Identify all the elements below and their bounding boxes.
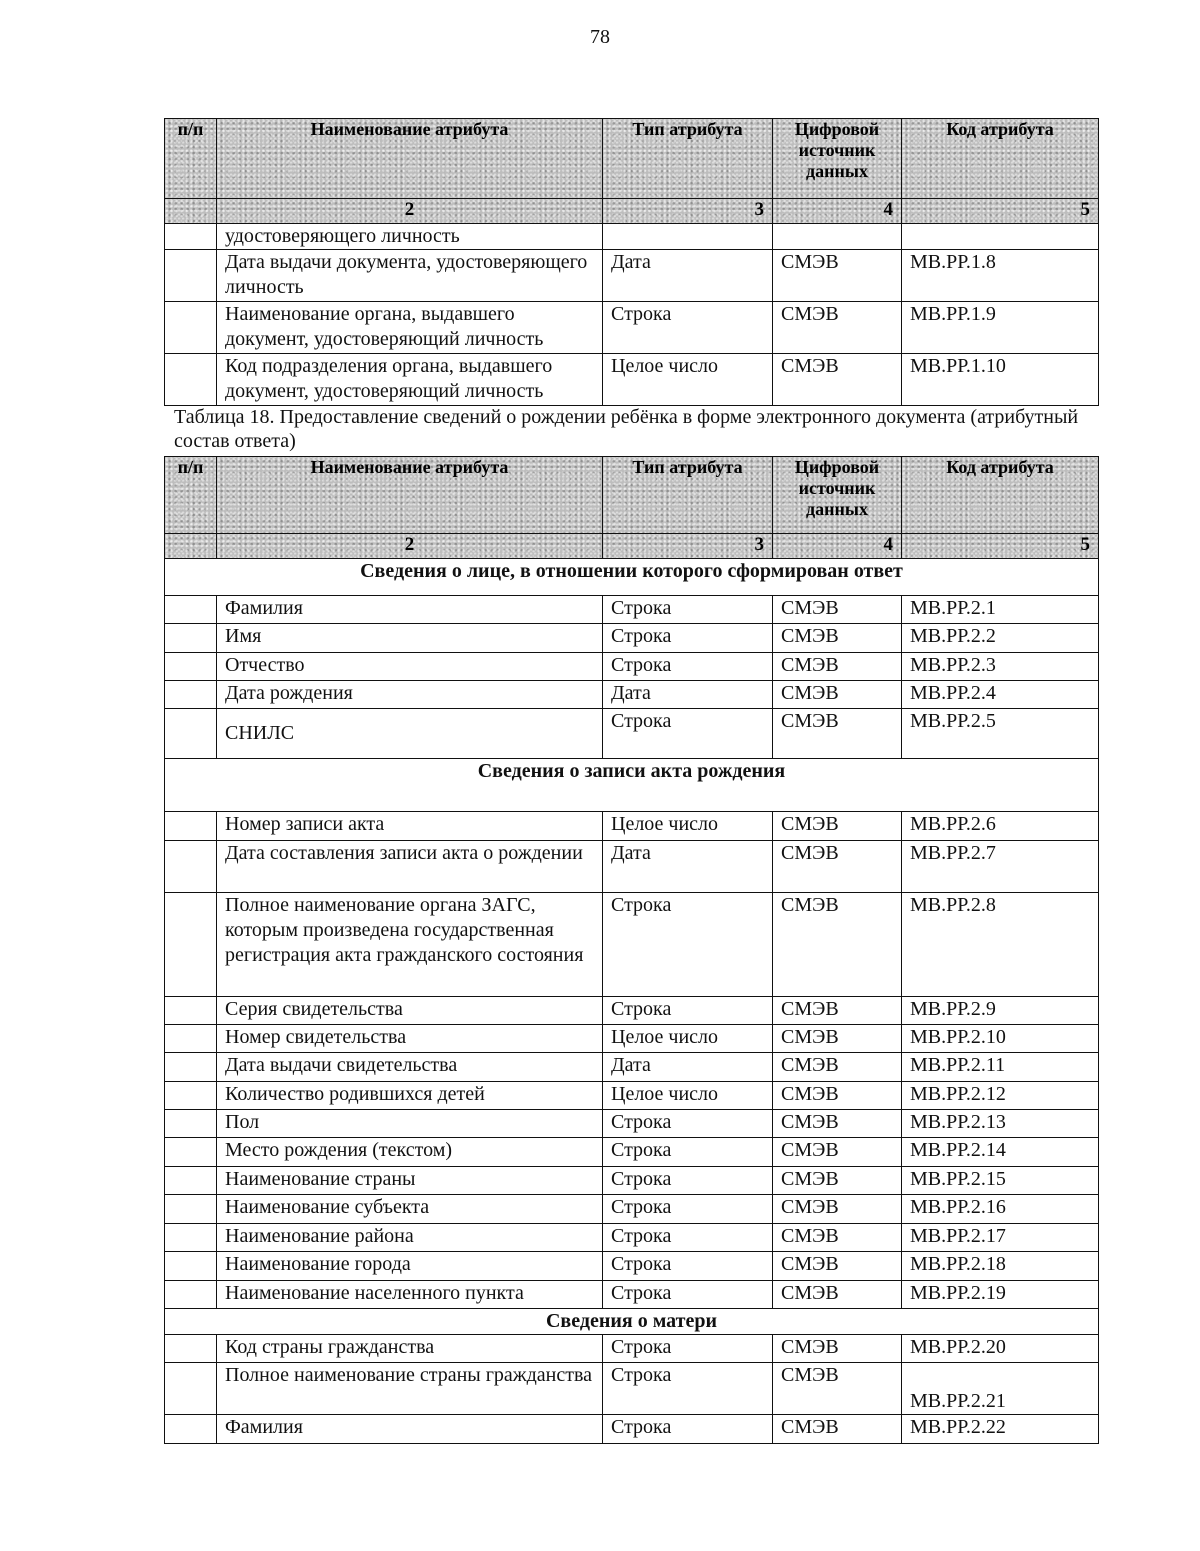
- table-row: [165, 1252, 1099, 1281]
- header-data-source: Цифровой источник данных: [773, 457, 902, 534]
- data-source-cell: СМЭВ: [773, 1415, 902, 1444]
- attribute-type-cell: Строка: [603, 1110, 773, 1138]
- attribute-type-cell: Целое число: [603, 1082, 773, 1110]
- header-num-4: 4: [773, 534, 902, 559]
- data-source-cell: СМЭВ: [773, 354, 902, 406]
- page-number: 78: [590, 26, 610, 48]
- table-row: [165, 354, 1099, 406]
- attribute-code-cell: МВ.РР.2.5: [902, 709, 1099, 759]
- attribute-name-cell: Наименование страны: [217, 1167, 603, 1195]
- table-row: [165, 624, 1099, 653]
- attribute-type-cell: Дата: [603, 1053, 773, 1082]
- attribute-name-cell: Полное наименование страны гражданства: [217, 1363, 603, 1415]
- table-17-body: [165, 224, 1099, 406]
- data-source-cell: СМЭВ: [773, 1025, 902, 1053]
- table-row: [165, 1335, 1099, 1363]
- attribute-name-cell: Фамилия: [217, 1415, 603, 1444]
- row-number-cell: [165, 653, 217, 681]
- section-row-mother: [165, 1309, 1099, 1335]
- row-number-cell: [165, 624, 217, 653]
- attribute-code-cell: МВ.РР.2.19: [902, 1281, 1099, 1309]
- attribute-name-cell: Количество родившихся детей: [217, 1082, 603, 1110]
- header-attribute-code: Код атрибута: [902, 119, 1099, 199]
- section-row-birth-record: [165, 759, 1099, 812]
- attribute-code-cell: МВ.РР.2.6: [902, 812, 1099, 841]
- row-number-cell: [165, 1281, 217, 1309]
- attribute-code-cell: МВ.РР.2.21: [902, 1363, 1099, 1415]
- data-source-cell: СМЭВ: [773, 812, 902, 841]
- attribute-type-cell: Целое число: [603, 354, 773, 406]
- attribute-code-cell: МВ.РР.2.15: [902, 1167, 1099, 1195]
- row-number-cell: [165, 1082, 217, 1110]
- attribute-type-cell: Строка: [603, 1415, 773, 1444]
- header-attribute-name: Наименование атрибута: [217, 457, 603, 534]
- attribute-name-cell: удостоверяющего личность: [217, 224, 603, 250]
- data-source-cell: СМЭВ: [773, 302, 902, 354]
- table-caption: Таблица 18. Предоставление сведений о рождении ребёнка в форме электронного документа (атрибутный состав ответа): [174, 406, 1079, 452]
- data-source-cell: СМЭВ: [773, 893, 902, 997]
- row-number-cell: [165, 1224, 217, 1252]
- data-source-cell: СМЭВ: [773, 1138, 902, 1167]
- attribute-type-cell: Строка: [603, 1363, 773, 1415]
- attribute-name-cell: Дата составления записи акта о рождении: [217, 841, 603, 893]
- row-number-cell: [165, 709, 217, 759]
- header-number: п/п: [165, 457, 217, 534]
- attribute-name-cell: Код подразделения органа, выдавшего документ, удостоверяющий личность: [217, 354, 603, 406]
- row-number-cell: [165, 997, 217, 1025]
- attribute-code-cell: МВ.РР.2.8: [902, 893, 1099, 997]
- attribute-code-cell: МВ.РР.1.9: [902, 302, 1099, 354]
- data-source-cell: СМЭВ: [773, 1082, 902, 1110]
- table-header-numbers: [165, 199, 1099, 224]
- header-num-3: 3: [603, 534, 773, 559]
- table-row: [165, 250, 1099, 302]
- data-source-cell: СМЭВ: [773, 1167, 902, 1195]
- attribute-type-cell: Строка: [603, 1252, 773, 1281]
- row-number-cell: [165, 250, 217, 302]
- table-row: [165, 1224, 1099, 1252]
- row-number-cell: [165, 812, 217, 841]
- attribute-name-cell: Место рождения (текстом): [217, 1138, 603, 1167]
- attribute-type-cell: Строка: [603, 1281, 773, 1309]
- header-attribute-type: Тип атрибута: [603, 457, 773, 534]
- attribute-code-cell: МВ.РР.2.18: [902, 1252, 1099, 1281]
- data-source-cell: СМЭВ: [773, 997, 902, 1025]
- table-row: [165, 841, 1099, 893]
- attribute-code-cell: [902, 224, 1099, 250]
- attribute-name-cell: Дата выдачи свидетельства: [217, 1053, 603, 1082]
- table-row: [165, 1363, 1099, 1415]
- attribute-type-cell: Строка: [603, 893, 773, 997]
- attribute-name-cell: Номер записи акта: [217, 812, 603, 841]
- attribute-name-cell: Наименование района: [217, 1224, 603, 1252]
- attribute-type-cell: Дата: [603, 250, 773, 302]
- table-row: [165, 302, 1099, 354]
- attributes-table-17: [164, 118, 1099, 406]
- data-source-cell: СМЭВ: [773, 681, 902, 709]
- header-attribute-name: Наименование атрибута: [217, 119, 603, 199]
- attribute-type-cell: Строка: [603, 709, 773, 759]
- table-row: [165, 812, 1099, 841]
- header-num-4: 4: [773, 199, 902, 224]
- header-num-3: 3: [603, 199, 773, 224]
- table-header-row: [165, 457, 1099, 534]
- attribute-name-cell: Серия свидетельства: [217, 997, 603, 1025]
- attribute-name-cell: Наименование субъекта: [217, 1195, 603, 1224]
- table-row: [165, 1281, 1099, 1309]
- data-source-cell: СМЭВ: [773, 1252, 902, 1281]
- data-source-cell: СМЭВ: [773, 1053, 902, 1082]
- attribute-code-cell: МВ.РР.1.8: [902, 250, 1099, 302]
- data-source-cell: СМЭВ: [773, 709, 902, 759]
- attribute-code-cell: МВ.РР.2.9: [902, 997, 1099, 1025]
- data-source-cell: СМЭВ: [773, 624, 902, 653]
- attribute-code-cell: МВ.РР.2.4: [902, 681, 1099, 709]
- section-title: Сведения о матери: [165, 1309, 1099, 1335]
- attribute-code-cell: МВ.РР.2.12: [902, 1082, 1099, 1110]
- attribute-code-cell: МВ.РР.2.11: [902, 1053, 1099, 1082]
- attributes-table-18: [164, 456, 1099, 1444]
- row-number-cell: [165, 1053, 217, 1082]
- attribute-type-cell: Строка: [603, 1335, 773, 1363]
- attribute-name-cell: Дата рождения: [217, 681, 603, 709]
- data-source-cell: СМЭВ: [773, 250, 902, 302]
- data-source-cell: СМЭВ: [773, 596, 902, 624]
- row-number-cell: [165, 596, 217, 624]
- row-number-cell: [165, 893, 217, 997]
- section-title: Сведения о лице, в отношении которого сформирован ответ: [165, 559, 1099, 596]
- attribute-code-cell: МВ.РР.2.13: [902, 1110, 1099, 1138]
- attribute-type-cell: Целое число: [603, 1025, 773, 1053]
- section-row-person: [165, 559, 1099, 596]
- section-person-body: [165, 596, 1099, 759]
- attribute-name-cell: Наименование населенного пункта: [217, 1281, 603, 1309]
- header-num-1: [165, 199, 217, 224]
- table-header-numbers: [165, 534, 1099, 559]
- attribute-type-cell: Строка: [603, 653, 773, 681]
- attribute-code-cell: МВ.РР.2.20: [902, 1335, 1099, 1363]
- attribute-name-cell: Код страны гражданства: [217, 1335, 603, 1363]
- table-row: [165, 1025, 1099, 1053]
- data-source-cell: СМЭВ: [773, 1363, 902, 1415]
- table-row: [165, 1053, 1099, 1082]
- attribute-name-cell: Номер свидетельства: [217, 1025, 603, 1053]
- table-row: [165, 709, 1099, 759]
- row-number-cell: [165, 1167, 217, 1195]
- attribute-name-cell: Пол: [217, 1110, 603, 1138]
- data-source-cell: СМЭВ: [773, 1110, 902, 1138]
- row-number-cell: [165, 302, 217, 354]
- header-attribute-type: Тип атрибута: [603, 119, 773, 199]
- table-row: [165, 893, 1099, 997]
- header-num-5: 5: [902, 534, 1099, 559]
- row-number-cell: [165, 1335, 217, 1363]
- data-source-cell: [773, 224, 902, 250]
- attribute-code-cell: МВ.РР.2.10: [902, 1025, 1099, 1053]
- data-source-cell: СМЭВ: [773, 1335, 902, 1363]
- row-number-cell: [165, 1363, 217, 1415]
- attribute-type-cell: Строка: [603, 1224, 773, 1252]
- attribute-type-cell: Строка: [603, 1195, 773, 1224]
- row-number-cell: [165, 1025, 217, 1053]
- table-row: [165, 1415, 1099, 1444]
- attribute-code-cell: МВ.РР.1.10: [902, 354, 1099, 406]
- table-row: [165, 1082, 1099, 1110]
- attribute-code-cell: МВ.РР.2.7: [902, 841, 1099, 893]
- header-num-2: 2: [217, 534, 603, 559]
- table-row: [165, 1138, 1099, 1167]
- attribute-type-cell: Строка: [603, 997, 773, 1025]
- row-number-cell: [165, 354, 217, 406]
- table-row: [165, 596, 1099, 624]
- attribute-name-cell: Отчество: [217, 653, 603, 681]
- table-row: [165, 681, 1099, 709]
- header-num-5: 5: [902, 199, 1099, 224]
- attribute-name-cell: Полное наименование органа ЗАГС, которым произведена государственная регистрация акта гражданского состояния: [217, 893, 603, 997]
- attribute-code-cell: МВ.РР.2.3: [902, 653, 1099, 681]
- attribute-type-cell: Строка: [603, 596, 773, 624]
- data-source-cell: СМЭВ: [773, 1281, 902, 1309]
- data-source-cell: СМЭВ: [773, 1195, 902, 1224]
- header-data-source: Цифровой источник данных: [773, 119, 902, 199]
- attribute-name-cell: Дата выдачи документа, удостоверяющего личность: [217, 250, 603, 302]
- data-source-cell: СМЭВ: [773, 1224, 902, 1252]
- table-row: [165, 1195, 1099, 1224]
- attribute-type-cell: Строка: [603, 302, 773, 354]
- attribute-code-cell: МВ.РР.2.2: [902, 624, 1099, 653]
- attribute-type-cell: Строка: [603, 1138, 773, 1167]
- attribute-type-cell: Строка: [603, 624, 773, 653]
- table-row: [165, 653, 1099, 681]
- row-number-cell: [165, 681, 217, 709]
- header-num-1: [165, 534, 217, 559]
- section-mother-body: [165, 1335, 1099, 1444]
- data-source-cell: СМЭВ: [773, 841, 902, 893]
- attribute-code-cell: МВ.РР.2.1: [902, 596, 1099, 624]
- data-source-cell: СМЭВ: [773, 653, 902, 681]
- attribute-name-cell: СНИЛС: [217, 709, 603, 759]
- attribute-name-cell: Наименование города: [217, 1252, 603, 1281]
- attribute-type-cell: Строка: [603, 1167, 773, 1195]
- header-num-2: 2: [217, 199, 603, 224]
- attribute-type-cell: Целое число: [603, 812, 773, 841]
- header-attribute-code: Код атрибута: [902, 457, 1099, 534]
- row-number-cell: [165, 1415, 217, 1444]
- row-number-cell: [165, 841, 217, 893]
- attribute-type-cell: Дата: [603, 841, 773, 893]
- attribute-code-cell: МВ.РР.2.22: [902, 1415, 1099, 1444]
- row-number-cell: [165, 1195, 217, 1224]
- attribute-code-cell: МВ.РР.2.16: [902, 1195, 1099, 1224]
- attribute-type-cell: [603, 224, 773, 250]
- table-header-row: [165, 119, 1099, 199]
- attribute-name-cell: Имя: [217, 624, 603, 653]
- header-number: п/п: [165, 119, 217, 199]
- attribute-code-cell: МВ.РР.2.17: [902, 1224, 1099, 1252]
- table-row: [165, 1110, 1099, 1138]
- attribute-type-cell: Дата: [603, 681, 773, 709]
- table-row: [165, 997, 1099, 1025]
- row-number-cell: [165, 1110, 217, 1138]
- row-number-cell: [165, 224, 217, 250]
- table-row: [165, 1167, 1099, 1195]
- attribute-name-cell: Наименование органа, выдавшего документ, удостоверяющий личность: [217, 302, 603, 354]
- attribute-name-cell: Фамилия: [217, 596, 603, 624]
- section-title: Сведения о записи акта рождения: [165, 759, 1099, 812]
- table-row: [165, 224, 1099, 250]
- attribute-code-cell: МВ.РР.2.14: [902, 1138, 1099, 1167]
- section-birth-record-body: [165, 812, 1099, 1309]
- row-number-cell: [165, 1138, 217, 1167]
- row-number-cell: [165, 1252, 217, 1281]
